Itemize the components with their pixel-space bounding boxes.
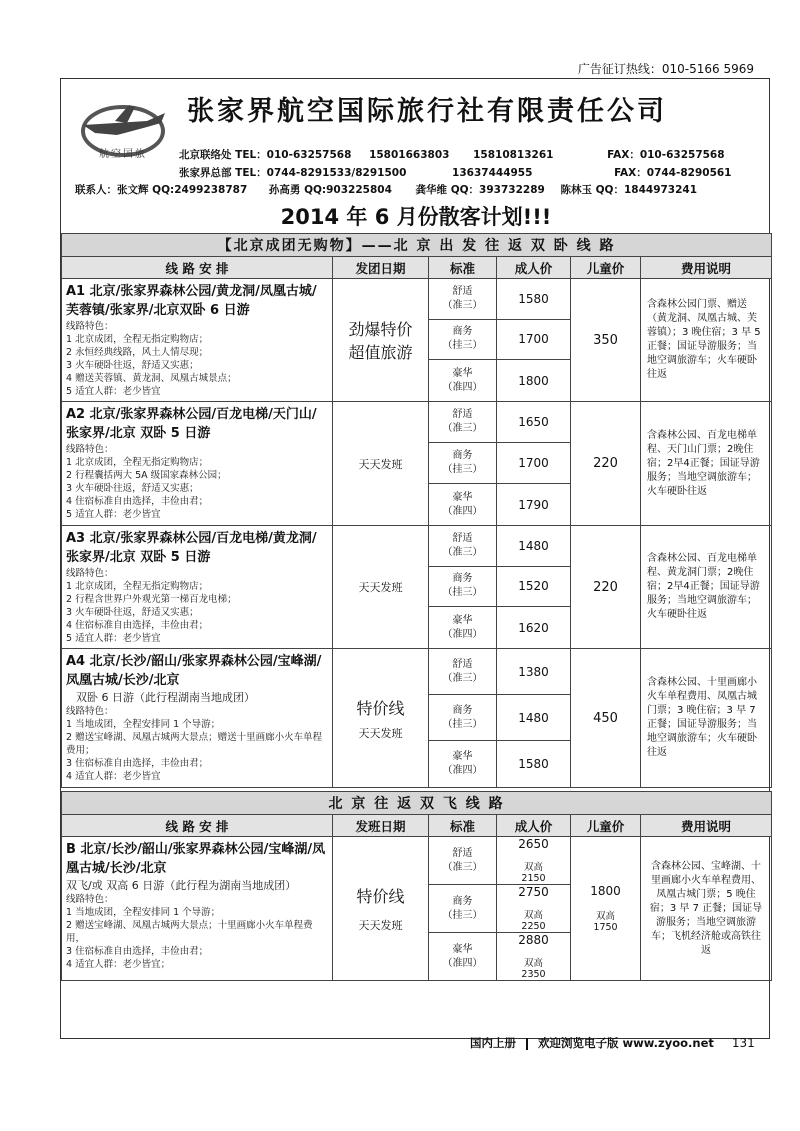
route-feature: 线路特色：	[66, 706, 114, 717]
adult-price: 2650 双高 2150	[497, 837, 571, 885]
route-b-row	[62, 837, 772, 885]
footer-separator	[526, 1038, 528, 1050]
route-feature: 4 适宜人群：老少皆宜	[66, 771, 161, 782]
departure-date: 特价线 天天发班	[333, 837, 429, 981]
departure-date: 特价线 天天发班	[333, 649, 429, 788]
route-feature: 4 适宜人群：老少皆宜；	[66, 959, 171, 970]
col-fee: 费用说明	[641, 257, 772, 279]
col-date: 发班日期	[333, 815, 429, 837]
route-feature: 2 永恒经典线路，风土人情尽现；	[66, 347, 209, 358]
route-feature: 1 当地成团，全程安排同 1 个导游；	[66, 907, 221, 918]
departure-date: 天天发班	[333, 526, 429, 649]
adult-price: 2750 双高 2250	[497, 885, 571, 933]
route-feature: 2 赠送宝峰湖、凤凰古城两大景点；赠送十里画廊小火车单程费用；	[66, 732, 323, 756]
col-route: 线 路 安 排	[62, 257, 333, 279]
departure-date: 劲爆特价 超值旅游	[333, 279, 429, 402]
route-feature: 线路特色：	[66, 444, 114, 455]
route-feature: 3 火车硬卧往返，舒适又实惠；	[66, 483, 199, 494]
departure-date: 天天发班	[333, 402, 429, 526]
tier: 舒适 （准三）	[429, 837, 497, 885]
tier: 舒适 （准三）	[429, 402, 497, 443]
route-feature: 3 火车硬卧往返，舒适又实惠；	[66, 360, 199, 371]
section2-title: 北 京 往 返 双 飞 线 路	[62, 792, 772, 815]
child-price: 450	[571, 649, 641, 788]
fee-note: 含森林公园、百龙电梯单程、天门山门票；2晚住宿；2早4正餐；国证导游服务；当地空调旅游车；火车硬卧往返	[641, 402, 772, 526]
fee-note: 含森林公园门票、赠送（黄龙洞、凤凰古城、芙蓉镇）；3 晚住宿；3 早 5 正餐；国证导游服务；当地空调旅游车；火车硬卧往返	[641, 279, 772, 402]
child-price: 220	[571, 402, 641, 526]
fee-note: 含森林公园、宝峰湖、十里画廊小火车单程费用、凤凰古城门票；5 晚住宿；3 早 7 正餐；国证导游服务；当地空调旅游车；飞机经济舱或高铁往返	[641, 837, 772, 981]
adult-price: 1790	[497, 484, 571, 526]
section1-table	[61, 233, 772, 788]
route-feature: 4 赠送芙蓉镇、黄龙洞、凤凰古城景点；	[66, 373, 237, 384]
logo-text: 航空国旅	[99, 149, 147, 160]
adult-price: 1650	[497, 402, 571, 443]
route-a3	[62, 526, 333, 649]
adult-price: 1580	[497, 741, 571, 788]
col-standard: 标准	[429, 257, 497, 279]
route-title: A3 北京/张家界森林公园/百龙电梯/黄龙洞/张家界/北京 双卧 5 日游	[66, 531, 317, 565]
footer-left: 国内上册	[470, 1036, 516, 1050]
route-a2	[62, 402, 333, 526]
route-feature: 5 适宜人群：老少皆宜	[66, 633, 161, 644]
child-price: 220	[571, 526, 641, 649]
tier: 豪华 （准四）	[429, 933, 497, 981]
route-feature: 1 北京成团，全程无指定购物店；	[66, 581, 209, 592]
adult-price: 1800	[497, 360, 571, 402]
footer-website[interactable]: 欢迎浏览电子版 www.zyoo.net	[538, 1036, 714, 1050]
contact-people: 联系人：张文辉 QQ:2499238787 孙高勇 QQ:903225804 龚华维 QQ：393732289 陈林玉 QQ：1844973241	[75, 184, 698, 196]
route-feature: 5 适宜人群：老少皆宜	[66, 386, 161, 397]
route-feature: 4 住宿标准自由选择，丰俭由君；	[66, 620, 209, 631]
tier: 舒适 （准三）	[429, 279, 497, 320]
adult-price: 1700	[497, 443, 571, 484]
adult-price: 1480	[497, 526, 571, 567]
route-a3-row	[62, 526, 772, 567]
plan-title: 2014 年 6 月份散客计划!!!	[280, 205, 552, 229]
adult-price: 2880 双高 2350	[497, 933, 571, 981]
adult-price: 1700	[497, 319, 571, 360]
company-name: 张家界航空国际旅行社有限责任公司	[187, 96, 667, 127]
route-title: B 北京/长沙/韶山/张家界森林公园/宝峰湖/凤凰古城/长沙/北京	[66, 842, 326, 876]
tier: 豪华 （准四）	[429, 484, 497, 526]
tier: 豪华 （准四）	[429, 360, 497, 402]
tier: 豪华 （准四）	[429, 607, 497, 649]
fee-note: 含森林公园、百龙电梯单程、黄龙洞门票；2晚住宿；2早4正餐；国证导游服务；当地空调旅游车；火车硬卧往返	[641, 526, 772, 649]
route-feature: 2 行程含世界户外观光第一梯百龙电梯；	[66, 594, 237, 605]
tier: 商务 （挂三）	[429, 566, 497, 607]
col-adult: 成人价	[497, 257, 571, 279]
tier: 商务 （挂三）	[429, 885, 497, 933]
tier: 商务 （挂三）	[429, 695, 497, 741]
col-date: 发团日期	[333, 257, 429, 279]
page-number: 131	[731, 1036, 755, 1050]
route-feature: 4 住宿标准自由选择，丰俭由君；	[66, 496, 209, 507]
route-feature: 2 行程囊括两大 5A 级国家森林公园；	[66, 470, 227, 481]
route-b	[62, 837, 333, 981]
adult-price: 1620	[497, 607, 571, 649]
tier: 舒适 （准三）	[429, 649, 497, 695]
route-feature: 1 北京成团，全程无指定购物店；	[66, 334, 209, 345]
col-adult: 成人价	[497, 815, 571, 837]
route-feature: 1 当地成团，全程安排同 1 个导游；	[66, 719, 221, 730]
adult-price: 1580	[497, 279, 571, 320]
adult-price: 1480	[497, 695, 571, 741]
beijing-contact: 北京联络处 TEL：010-63257568 15801663803 15810813261 FAX：010-63257568	[179, 149, 725, 161]
route-a4-row	[62, 649, 772, 695]
header	[61, 79, 771, 229]
route-feature: 3 住宿标准自由选择，丰俭由君；	[66, 758, 209, 769]
route-feature: 线路特色：	[66, 321, 114, 332]
route-title: A2 北京/张家界森林公园/百龙电梯/天门山/张家界/北京 双卧 5 日游	[66, 407, 317, 441]
child-price: 1800 双高 1750	[571, 837, 641, 981]
child-price: 350	[571, 279, 641, 402]
route-title: A1 北京/张家界森林公园/黄龙洞/凤凰古城/芙蓉镇/张家界/北京双卧 6 日游	[66, 284, 317, 318]
route-feature: 3 火车硬卧往返，舒适又实惠；	[66, 607, 199, 618]
adult-price: 1520	[497, 566, 571, 607]
route-feature: 1 北京成团，全程无指定购物店；	[66, 457, 209, 468]
route-a1	[62, 279, 333, 402]
route-title: A4 北京/长沙/韶山/张家界森林公园/宝峰湖/凤凰古城/长沙/北京	[66, 654, 322, 688]
tier: 商务 （挂三）	[429, 443, 497, 484]
zjj-contact: 张家界总部 TEL：0744-8291533/8291500 13637444955 FAX：0744-8290561	[179, 167, 732, 179]
route-a2-row	[62, 402, 772, 443]
route-feature: 5 适宜人群：老少皆宜	[66, 509, 161, 520]
tier: 舒适 （准三）	[429, 526, 497, 567]
footer	[470, 1035, 755, 1051]
col-route: 线 路 安 排	[62, 815, 333, 837]
route-subtitle: 双卧 6 日游（此行程湖南当地成团）	[76, 691, 255, 704]
col-fee: 费用说明	[641, 815, 772, 837]
col-standard: 标准	[429, 815, 497, 837]
route-a1-row	[62, 279, 772, 320]
route-a4	[62, 649, 333, 788]
route-feature: 线路特色：	[66, 568, 114, 579]
fee-note: 含森林公园、十里画廊小火车单程费用、凤凰古城门票；3 晚住宿；3 早 7 正餐；国证导游服务；当地空调旅游车；火车硬卧往返	[641, 649, 772, 788]
tier: 商务 （挂三）	[429, 319, 497, 360]
route-feature: 3 住宿标准自由选择，丰俭由君；	[66, 946, 209, 957]
route-feature: 2 赠送宝峰湖、凤凰古城两大景点；十里画廊小火车单程费用，	[66, 920, 313, 944]
route-subtitle: 双飞/或 双高 6 日游（此行程为湖南当地成团）	[66, 879, 297, 892]
route-feature: 线路特色：	[66, 894, 114, 905]
section1-title: 【北京成团无购物】——北 京 出 发 往 返 双 卧 线 路	[62, 234, 772, 257]
col-child: 儿童价	[571, 257, 641, 279]
section2-table	[61, 791, 772, 981]
page-frame	[60, 78, 770, 1039]
ad-hotline: 广告征订热线：010-5166 5969	[577, 62, 754, 76]
adult-price: 1380	[497, 649, 571, 695]
tier: 豪华 （准四）	[429, 741, 497, 788]
col-child: 儿童价	[571, 815, 641, 837]
